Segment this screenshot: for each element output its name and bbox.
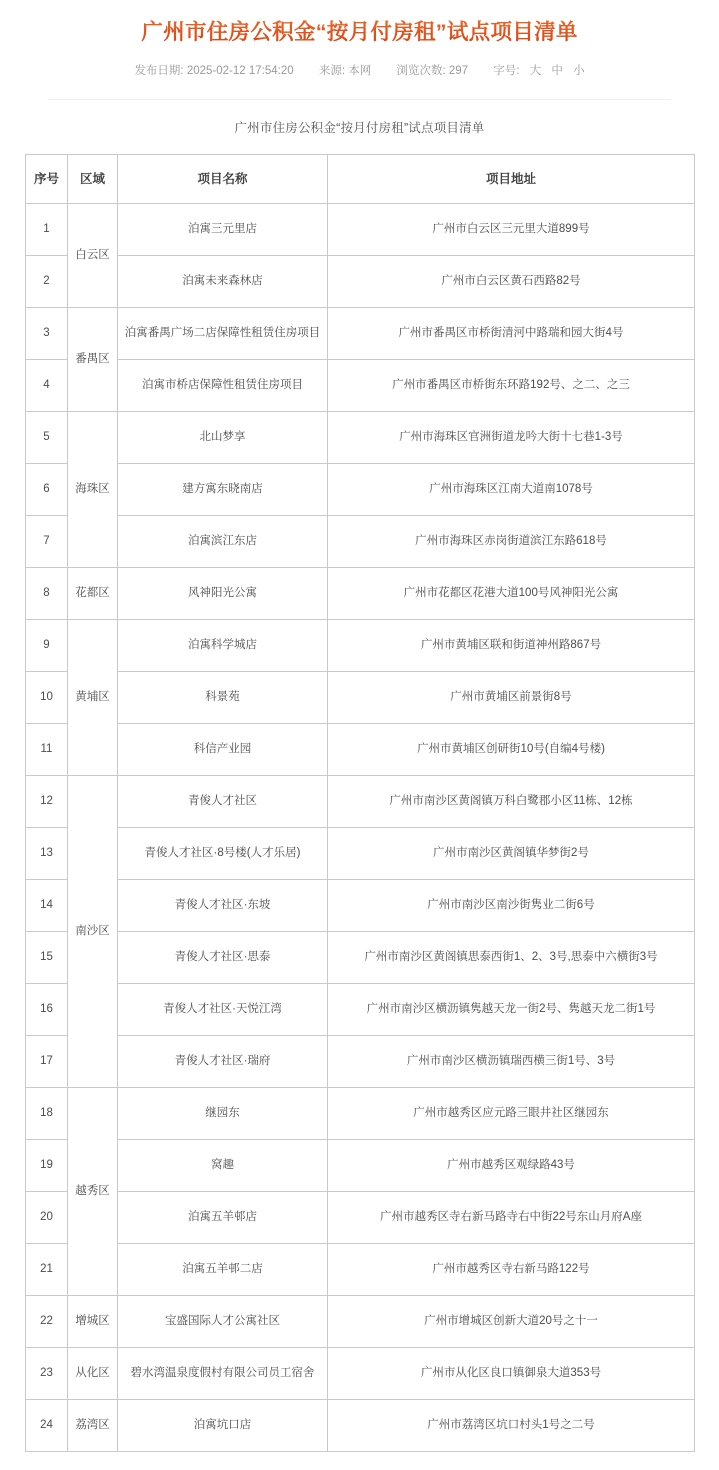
cell-project-name: 青俊人才社区·瑞府 xyxy=(118,1036,328,1088)
cell-sequence-number: 11 xyxy=(26,724,68,776)
cell-project-address: 广州市黄埔区前景街8号 xyxy=(328,672,695,724)
table-row xyxy=(26,412,695,464)
cell-sequence-number: 14 xyxy=(26,880,68,932)
cell-district: 从化区 xyxy=(68,1348,118,1400)
table-row xyxy=(26,776,695,828)
cell-district: 南沙区 xyxy=(68,776,118,1088)
document-body xyxy=(0,100,719,1470)
cell-project-name: 科信产业园 xyxy=(118,724,328,776)
cell-project-name: 泊寓五羊邨店 xyxy=(118,1192,328,1244)
cell-project-name: 泊寓番禺广场二店保障性租赁住房项目 xyxy=(118,308,328,360)
cell-sequence-number: 15 xyxy=(26,932,68,984)
cell-district: 荔湾区 xyxy=(68,1400,118,1452)
cell-project-address: 广州市从化区良口镇御泉大道353号 xyxy=(328,1348,695,1400)
cell-sequence-number: 13 xyxy=(26,828,68,880)
cell-sequence-number: 1 xyxy=(26,204,68,256)
cell-project-address: 广州市白云区黄石西路82号 xyxy=(328,256,695,308)
cell-project-name: 泊寓滨江东店 xyxy=(118,516,328,568)
cell-project-name: 泊寓坑口店 xyxy=(118,1400,328,1452)
table-row xyxy=(26,932,695,984)
cell-sequence-number: 6 xyxy=(26,464,68,516)
table-row xyxy=(26,724,695,776)
cell-project-address: 广州市黄埔区联和街道神州路867号 xyxy=(328,620,695,672)
cell-sequence-number: 2 xyxy=(26,256,68,308)
cell-sequence-number: 19 xyxy=(26,1140,68,1192)
source xyxy=(319,63,371,79)
column-header-addr: 项目地址 xyxy=(328,155,695,204)
table-row xyxy=(26,204,695,256)
cell-project-address: 广州市南沙区横沥镇瑞西横三街1号、3号 xyxy=(328,1036,695,1088)
view-count xyxy=(396,63,468,79)
table-row xyxy=(26,1296,695,1348)
cell-sequence-number: 23 xyxy=(26,1348,68,1400)
table-head xyxy=(26,155,695,204)
cell-sequence-number: 24 xyxy=(26,1400,68,1452)
cell-district: 黄埔区 xyxy=(68,620,118,776)
cell-project-address: 广州市越秀区观绿路43号 xyxy=(328,1140,695,1192)
table-row xyxy=(26,1140,695,1192)
cell-sequence-number: 12 xyxy=(26,776,68,828)
font-size-label: 字号: xyxy=(493,65,520,77)
table-row xyxy=(26,516,695,568)
cell-sequence-number: 20 xyxy=(26,1192,68,1244)
cell-sequence-number: 8 xyxy=(26,568,68,620)
cell-project-address: 广州市越秀区寺右新马路122号 xyxy=(328,1244,695,1296)
cell-project-name: 青俊人才社区·东坡 xyxy=(118,880,328,932)
source-value: 本网 xyxy=(348,65,372,77)
table-row xyxy=(26,256,695,308)
publish-date xyxy=(134,63,293,79)
table-row xyxy=(26,568,695,620)
table-bottom-spacer xyxy=(25,1452,694,1470)
cell-project-address: 广州市花都区花港大道100号风神阳光公寓 xyxy=(328,568,695,620)
table-row xyxy=(26,1036,695,1088)
table-row xyxy=(26,880,695,932)
cell-project-address: 广州市番禺区市桥街东环路192号、之二、之三 xyxy=(328,360,695,412)
cell-project-name: 北山梦享 xyxy=(118,412,328,464)
table-row xyxy=(26,828,695,880)
cell-project-address: 广州市海珠区江南大道南1078号 xyxy=(328,464,695,516)
cell-project-name: 泊寓五羊邨二店 xyxy=(118,1244,328,1296)
cell-project-address: 广州市增城区创新大道20号之十一 xyxy=(328,1296,695,1348)
cell-sequence-number: 7 xyxy=(26,516,68,568)
table-row xyxy=(26,464,695,516)
cell-project-name: 青俊人才社区·天悦江湾 xyxy=(118,984,328,1036)
table-caption: 广州市住房公积金“按月付房租”试点项目清单 xyxy=(234,121,485,135)
table-row xyxy=(26,620,695,672)
cell-project-name: 青俊人才社区 xyxy=(118,776,328,828)
cell-project-address: 广州市越秀区应元路三眼井社区继园东 xyxy=(328,1088,695,1140)
cell-project-address: 广州市南沙区南沙街隽业二街6号 xyxy=(328,880,695,932)
column-header-no: 序号 xyxy=(26,155,68,204)
cell-sequence-number: 17 xyxy=(26,1036,68,1088)
cell-sequence-number: 4 xyxy=(26,360,68,412)
cell-district: 增城区 xyxy=(68,1296,118,1348)
font-size-small-button[interactable]: 小 xyxy=(573,65,585,77)
column-header-name: 项目名称 xyxy=(118,155,328,204)
cell-district: 海珠区 xyxy=(68,412,118,568)
document-meta xyxy=(24,63,695,79)
table-row xyxy=(26,1192,695,1244)
cell-project-name: 建方寓东晓南店 xyxy=(118,464,328,516)
cell-project-address: 广州市海珠区赤岗街道滨江东路618号 xyxy=(328,516,695,568)
table-row xyxy=(26,360,695,412)
cell-sequence-number: 9 xyxy=(26,620,68,672)
cell-project-address: 广州市白云区三元里大道899号 xyxy=(328,204,695,256)
cell-project-address: 广州市荔湾区坑口村头1号之二号 xyxy=(328,1400,695,1452)
table-row xyxy=(26,984,695,1036)
cell-project-name: 泊寓未来森林店 xyxy=(118,256,328,308)
cell-project-name: 泊寓三元里店 xyxy=(118,204,328,256)
cell-sequence-number: 21 xyxy=(26,1244,68,1296)
cell-project-name: 泊寓科学城店 xyxy=(118,620,328,672)
view-count-label: 浏览次数: xyxy=(396,65,446,77)
cell-project-address: 广州市番禺区市桥街清河中路瑞和园大街4号 xyxy=(328,308,695,360)
view-count-value: 297 xyxy=(448,65,469,77)
cell-project-address: 广州市南沙区黄阁镇思泰西街1、2、3号,思泰中六横街3号 xyxy=(328,932,695,984)
cell-project-name: 窝趣 xyxy=(118,1140,328,1192)
document-header xyxy=(0,0,719,100)
cell-project-address: 广州市南沙区黄阁镇华梦街2号 xyxy=(328,828,695,880)
cell-sequence-number: 22 xyxy=(26,1296,68,1348)
cell-project-name: 科景苑 xyxy=(118,672,328,724)
cell-sequence-number: 10 xyxy=(26,672,68,724)
publish-date-label: 发布日期: xyxy=(134,65,184,77)
page-title: 广州市住房公积金“按月付房租”试点项目清单 xyxy=(24,17,695,47)
cell-project-name: 青俊人才社区·思泰 xyxy=(118,932,328,984)
cell-district: 花都区 xyxy=(68,568,118,620)
table-body xyxy=(26,204,695,1452)
cell-project-address: 广州市越秀区寺右新马路寺右中街22号东山月府A座 xyxy=(328,1192,695,1244)
cell-project-address: 广州市南沙区黄阁镇万科白鹭郡小区11栋、12栋 xyxy=(328,776,695,828)
font-size-medium-button[interactable]: 中 xyxy=(551,65,563,77)
table-row xyxy=(26,1400,695,1452)
table-row xyxy=(26,1348,695,1400)
cell-sequence-number: 3 xyxy=(26,308,68,360)
cell-sequence-number: 16 xyxy=(26,984,68,1036)
font-size-large-button[interactable]: 大 xyxy=(529,65,542,77)
column-header-area: 区域 xyxy=(68,155,118,204)
cell-project-name: 碧水湾温泉度假村有限公司员工宿舍 xyxy=(118,1348,328,1400)
cell-project-address: 广州市南沙区横沥镇隽越天龙一街2号、隽越天龙二街1号 xyxy=(328,984,695,1036)
publish-date-value: 2025-02-12 17:54:20 xyxy=(186,65,294,77)
cell-project-name: 泊寓市桥店保障性租赁住房项目 xyxy=(118,360,328,412)
cell-project-address: 广州市海珠区官洲街道龙吟大街十七巷1-3号 xyxy=(328,412,695,464)
cell-sequence-number: 5 xyxy=(26,412,68,464)
table-row xyxy=(26,1244,695,1296)
cell-sequence-number: 18 xyxy=(26,1088,68,1140)
table-header-row xyxy=(26,155,695,204)
cell-project-name: 继园东 xyxy=(118,1088,328,1140)
font-size-switcher xyxy=(493,63,584,79)
table-row xyxy=(26,308,695,360)
table-row xyxy=(26,672,695,724)
table-row xyxy=(26,1088,695,1140)
cell-project-address: 广州市黄埔区创研街10号(自编4号楼) xyxy=(328,724,695,776)
source-label: 来源: xyxy=(318,65,346,77)
cell-project-name: 风神阳光公寓 xyxy=(118,568,328,620)
cell-district: 番禺区 xyxy=(68,308,118,412)
cell-project-name: 青俊人才社区·8号楼(人才乐居) xyxy=(118,828,328,880)
cell-district: 白云区 xyxy=(68,204,118,308)
cell-district: 越秀区 xyxy=(68,1088,118,1296)
cell-project-name: 宝盛国际人才公寓社区 xyxy=(118,1296,328,1348)
project-list-table xyxy=(25,154,695,1452)
